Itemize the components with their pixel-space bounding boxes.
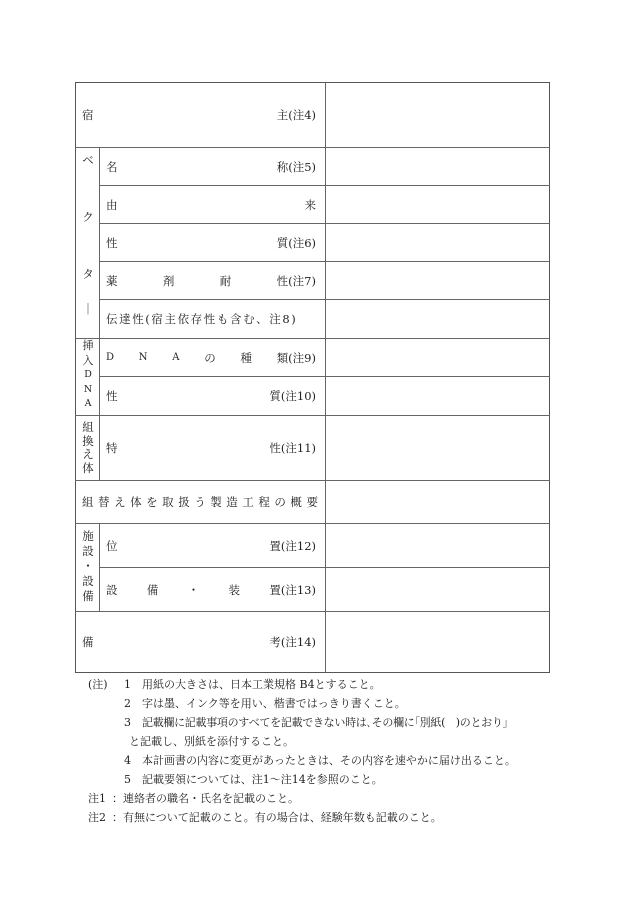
char: 組 — [82, 420, 94, 434]
char: ク — [82, 210, 94, 224]
char: 設 — [82, 574, 94, 588]
remarks-label — [82, 635, 316, 649]
char: ベ — [82, 153, 94, 167]
char: 概 — [290, 495, 302, 509]
facility-group-label — [77, 529, 99, 607]
vector-origin-label — [106, 198, 316, 212]
note-text: と記載し、別紙を添付すること。 — [129, 735, 294, 748]
char: の — [274, 495, 286, 509]
footnote — [88, 811, 442, 825]
footnote-label: 注2 — [88, 811, 106, 824]
vector-property-label — [106, 236, 316, 250]
label-start: 性 — [106, 236, 118, 250]
label-end: 主(注4) — [276, 108, 316, 122]
label-start: 位 — [106, 539, 118, 553]
host-label — [82, 108, 316, 122]
label-end: 性(注11) — [269, 441, 316, 455]
footnote-text: ：有無について記載のこと。有の場合は、経験年数も記載のこと。 — [112, 811, 442, 824]
footnote-label: 注1 — [88, 792, 106, 805]
notes-header — [88, 678, 108, 692]
vector-group-label — [77, 154, 99, 334]
note-item — [124, 697, 406, 711]
char: を — [146, 495, 158, 509]
vector-drug-resistance-input[interactable] — [326, 262, 549, 299]
char: 造 — [226, 495, 238, 509]
note-number: 4 — [124, 754, 131, 767]
char: 薬 — [106, 274, 118, 288]
recombinant-group-label — [77, 421, 99, 477]
label-end: 称(注5) — [276, 160, 316, 174]
char: 施 — [82, 529, 94, 543]
char: 製 — [210, 495, 222, 509]
label-end: 置(注12) — [269, 539, 316, 553]
label-start: 名 — [106, 160, 118, 174]
note-number: 1 — [124, 678, 131, 691]
note-text: 字は墨、インク等を用い、楷書ではっきり書くこと。 — [142, 697, 406, 710]
vector-property-input[interactable] — [326, 224, 549, 261]
char: 入 — [82, 353, 94, 367]
note-text: 記載欄に記載事項のすべてを記載できない時は､その欄に｢別紙( )のとおり｣ — [142, 716, 508, 729]
char: 性(注7) — [276, 274, 316, 288]
footnote — [88, 792, 299, 806]
note-text: 記載要領については、注1～注14を参照のこと。 — [142, 773, 383, 786]
vector-transmissibility-input[interactable] — [326, 300, 549, 338]
note-number: 5 — [124, 773, 131, 786]
char: 耐 — [219, 274, 232, 288]
insert-property-label — [106, 389, 316, 403]
char: 扱 — [178, 495, 190, 509]
label-start: 宿 — [82, 108, 94, 122]
char: A — [84, 398, 92, 409]
char: 体 — [82, 460, 94, 475]
host-input[interactable] — [326, 83, 549, 147]
char: D — [106, 352, 115, 363]
note-item-continuation — [129, 735, 294, 749]
char: 備 — [146, 583, 159, 597]
char: 装 — [228, 583, 241, 597]
note-item — [124, 678, 381, 692]
char: 程 — [258, 495, 270, 509]
char: 工 — [242, 495, 254, 509]
char: 置(注13) — [269, 583, 316, 597]
char: 取 — [162, 495, 174, 509]
char: タ — [82, 267, 94, 281]
label-text: 伝達性(宿主依存性も含む、注8) — [106, 312, 298, 326]
note-item — [124, 773, 383, 787]
char: 要 — [306, 495, 318, 509]
char: 種 — [240, 351, 252, 365]
footnote-text: ：連絡者の職名・氏名を記載のこと。 — [112, 792, 299, 805]
char: 挿 — [82, 339, 94, 352]
insert-property-input[interactable] — [326, 377, 549, 415]
char: 剤 — [162, 274, 175, 288]
label-end: 質(注6) — [276, 236, 316, 250]
char: N — [138, 352, 148, 363]
vector-name-label — [106, 160, 316, 174]
label-start: 性 — [106, 389, 118, 403]
char: N — [83, 383, 93, 395]
label-start: 由 — [106, 198, 118, 212]
facility-equipment-input[interactable] — [326, 568, 549, 611]
vector-transmissibility-label — [106, 312, 318, 326]
char: 換 — [82, 433, 94, 448]
char: ・ — [187, 583, 200, 597]
label-start: 備 — [82, 635, 94, 649]
insert-dna-type-label — [106, 351, 316, 365]
process-overview-label — [82, 495, 318, 509]
char: A — [172, 352, 180, 363]
char: 備 — [82, 589, 94, 603]
insert-dna-group-label — [77, 339, 99, 415]
label-end: 考(注14) — [269, 635, 316, 649]
char: 替 — [98, 495, 110, 509]
char: 設 — [106, 583, 118, 597]
note-item — [124, 754, 516, 768]
notes-header-text: (注) — [88, 678, 108, 691]
char: ・ — [82, 559, 94, 573]
note-text: 本計画書の内容に変更があったときは、その内容を速やかに届け出ること。 — [142, 754, 516, 767]
facility-equipment-label — [106, 583, 316, 597]
char: の — [204, 351, 216, 365]
note-number: 3 — [124, 716, 131, 729]
char: 組 — [82, 495, 94, 509]
insert-dna-type-input[interactable] — [326, 339, 549, 376]
char: 類(注9) — [276, 351, 316, 365]
label-end: 来 — [304, 198, 316, 212]
vector-name-input[interactable] — [326, 148, 549, 185]
vector-origin-input[interactable] — [326, 186, 549, 223]
group-divider-vector — [99, 147, 100, 480]
char: え — [114, 495, 126, 509]
note-text: 用紙の大きさは、日本工業規格 B4とすること。 — [142, 678, 381, 691]
note-item — [124, 716, 508, 730]
recombinant-characteristic-label — [106, 441, 316, 455]
char: ｜ — [82, 302, 94, 316]
char: 設 — [82, 544, 94, 558]
char: 体 — [130, 495, 142, 509]
label-end: 質(注10) — [269, 389, 316, 403]
char: う — [194, 495, 206, 509]
remarks-input[interactable] — [326, 612, 549, 672]
facility-location-label — [106, 539, 316, 553]
char: D — [84, 369, 92, 380]
process-overview-input[interactable] — [326, 481, 549, 523]
recombinant-characteristic-input[interactable] — [326, 416, 549, 480]
char: え — [82, 447, 94, 461]
label-start: 特 — [106, 441, 118, 455]
vector-drug-resistance-label — [106, 274, 316, 288]
facility-location-input[interactable] — [326, 524, 549, 567]
note-number: 2 — [124, 697, 131, 710]
